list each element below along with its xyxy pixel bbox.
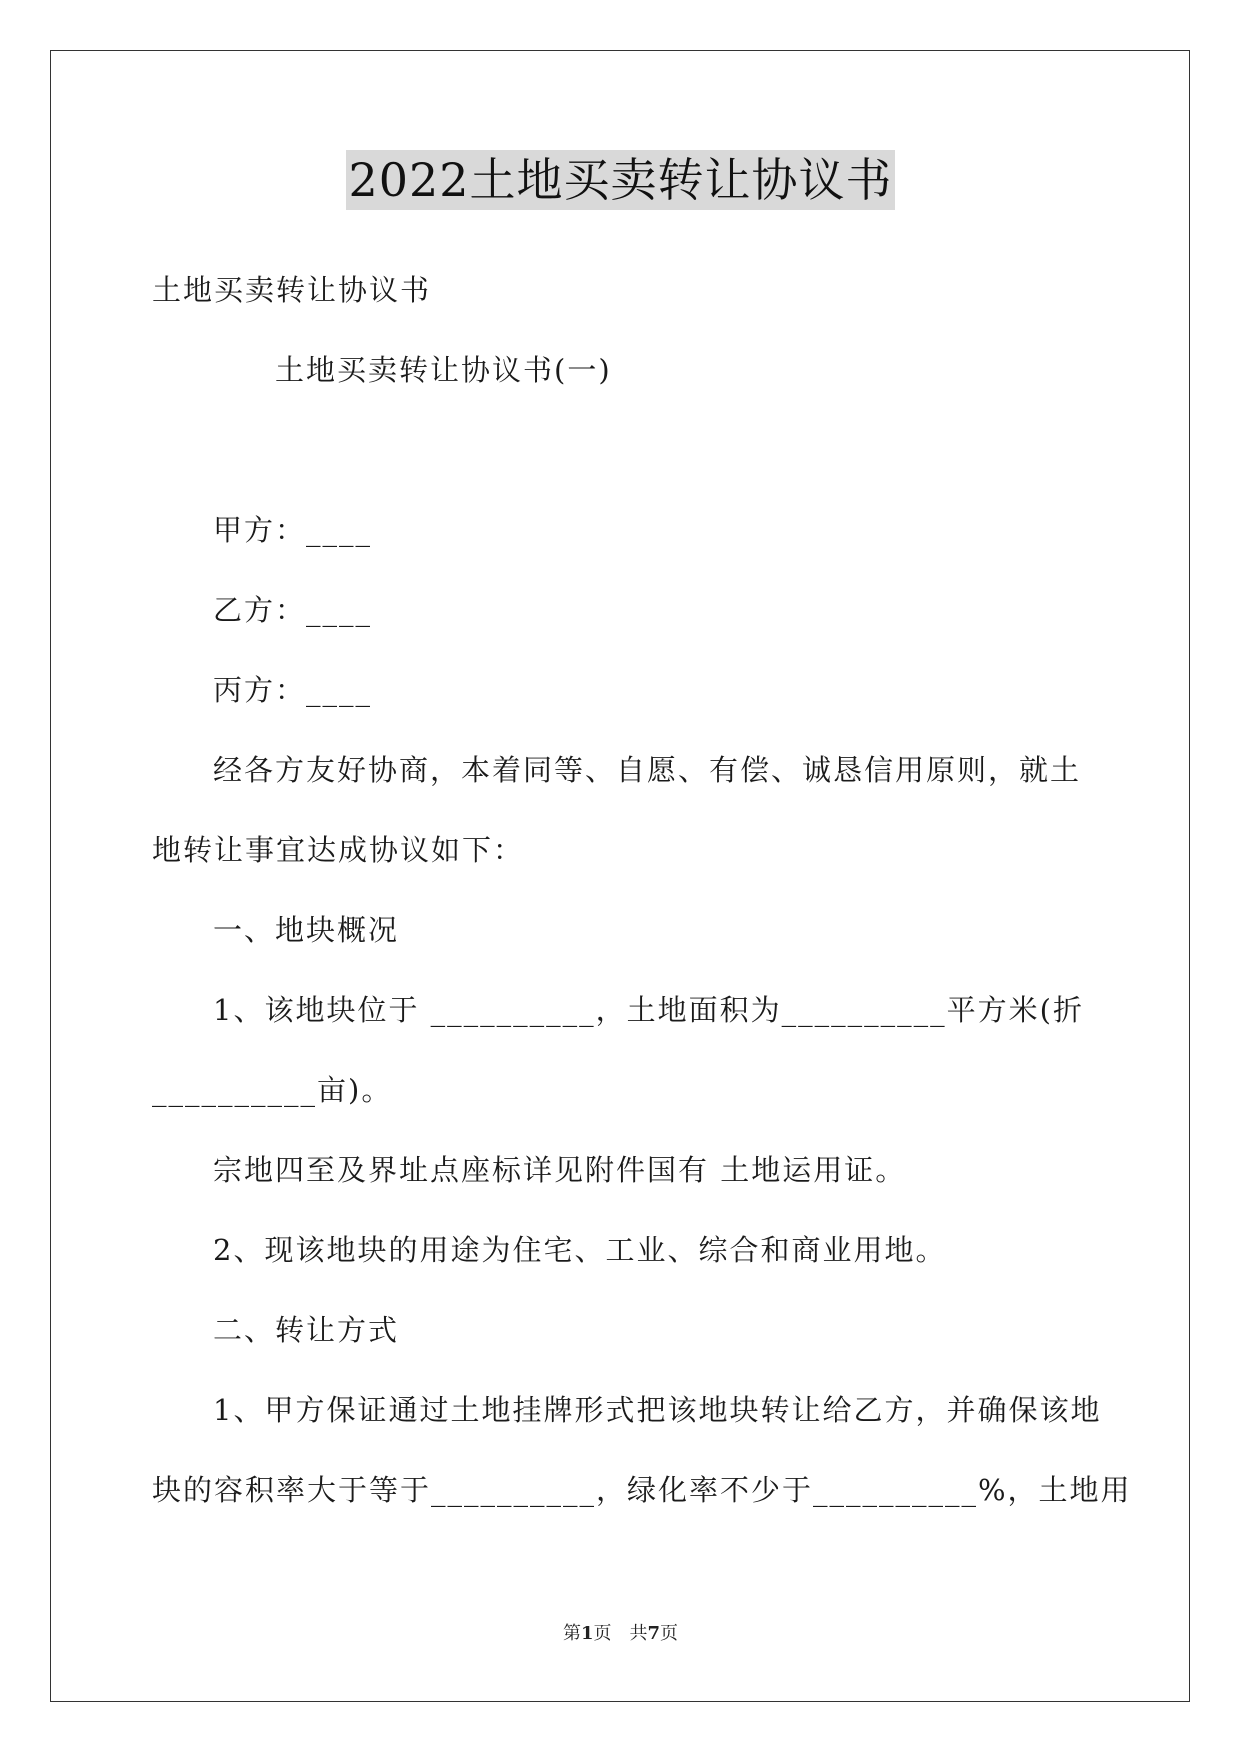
footer-page-mid: 页 共 — [593, 1623, 648, 1644]
footer-page-current: 1 — [580, 1623, 594, 1644]
section-title: 一、地块概况 — [213, 913, 400, 947]
footer-page-suffix: 页 — [660, 1623, 679, 1644]
party-b-line: 乙方：____ — [213, 593, 373, 627]
paragraph-line: __________亩)。 — [152, 1073, 393, 1107]
footer-page-prefix: 第 — [562, 1623, 581, 1644]
paragraph-line: 经各方友好协商，本着同等、自愿、有偿、诚恳信用原则，就土 — [213, 753, 1082, 787]
paragraph-line: 宗地四至及界址点座标详见附件国有 土地运用证。 — [213, 1153, 907, 1187]
paragraph-line: 地转让事宜达成协议如下： — [152, 833, 525, 867]
section-heading: 土地买卖转让协议书(一) — [275, 353, 612, 387]
party-a-line: 甲方：____ — [213, 513, 373, 547]
party-c-line: 丙方：____ — [213, 673, 373, 707]
footer-page-total: 7 — [647, 1623, 661, 1644]
paragraph-line: 2、现该地块的用途为住宅、工业、综合和商业用地。 — [213, 1233, 947, 1267]
section-title: 二、转让方式 — [213, 1313, 400, 1347]
paragraph-line: 块的容积率大于等于__________，绿化率不少于__________%，土地用 — [152, 1473, 1132, 1507]
page-footer — [0, 1622, 1241, 1646]
document-title: 2022土地买卖转让协议书 — [346, 150, 894, 210]
doc-heading: 土地买卖转让协议书 — [152, 273, 432, 307]
title-wrapper — [0, 150, 1241, 210]
paragraph-line: 1、甲方保证通过土地挂牌形式把该地块转让给乙方，并确保该地 — [213, 1393, 1102, 1427]
paragraph-line: 1、该地块位于 __________，土地面积为__________平方米(折 — [213, 993, 1084, 1027]
